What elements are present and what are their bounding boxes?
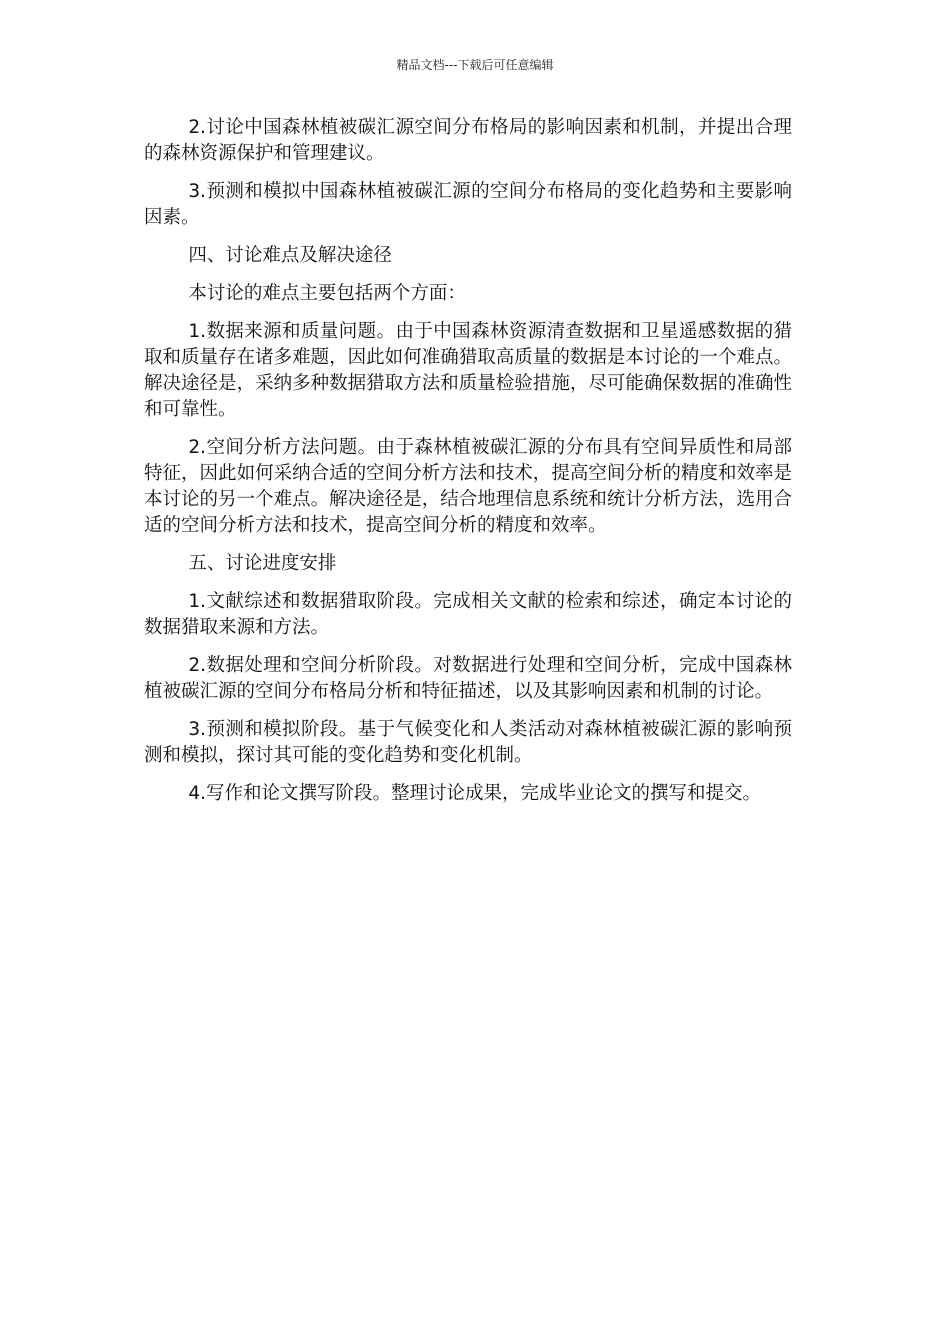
paragraph-difficulty-2: 2.空间分析方法问题。由于森林植被碳汇源的分布具有空间异质性和局部特征，因此如何采纳合适的空间分析方法和技术，提高空间分析的精度和效率是本讨论的另一个难点。解决途径是，结合地理信息系统和统计分析方法，选用合适的空间分析方法和技术，提高空间分析的精度和效率。 xyxy=(144,437,792,536)
paragraph-goal-3: 3.预测和模拟中国森林植被碳汇源的空间分布格局的变化趋势和主要影响因素。 xyxy=(144,181,792,228)
section-heading-schedule: 五、讨论进度安排 xyxy=(188,553,337,574)
paragraph-difficulty-1: 1.数据来源和质量问题。由于中国森林资源清查数据和卫星遥感数据的猎取和质量存在诸多难题，因此如何准确猎取高质量的数据是本讨论的一个难点。解决途径是，采纳多种数据猎取方法和质量检验措施，尽可能确保数据的准确性和可靠性。 xyxy=(144,321,792,420)
document-body xyxy=(144,115,792,819)
paragraph-goal-2: 2.讨论中国森林植被碳汇源空间分布格局的影响因素和机制，并提出合理的森林资源保护和管理建议。 xyxy=(144,117,792,164)
page-header: 精品文档---下载后可任意编辑 xyxy=(396,58,554,72)
paragraph-schedule-3: 3.预测和模拟阶段。基于气候变化和人类活动对森林植被碳汇源的影响预测和模拟，探讨其可能的变化趋势和变化机制。 xyxy=(144,719,792,766)
paragraph-schedule-4: 4.写作和论文撰写阶段。整理讨论成果，完成毕业论文的撰写和提交。 xyxy=(188,783,762,804)
paragraph-schedule-2: 2.数据处理和空间分析阶段。对数据进行处理和空间分析，完成中国森林植被碳汇源的空间分布格局分析和特征描述，以及其影响因素和机制的讨论。 xyxy=(144,655,792,702)
paragraph-schedule-1: 1.文献综述和数据猎取阶段。完成相关文献的检索和综述，确定本讨论的数据猎取来源和方法。 xyxy=(144,591,792,638)
paragraph-difficulties-intro: 本讨论的难点主要包括两个方面： xyxy=(188,283,466,304)
section-heading-difficulties: 四、讨论难点及解决途径 xyxy=(188,245,392,266)
